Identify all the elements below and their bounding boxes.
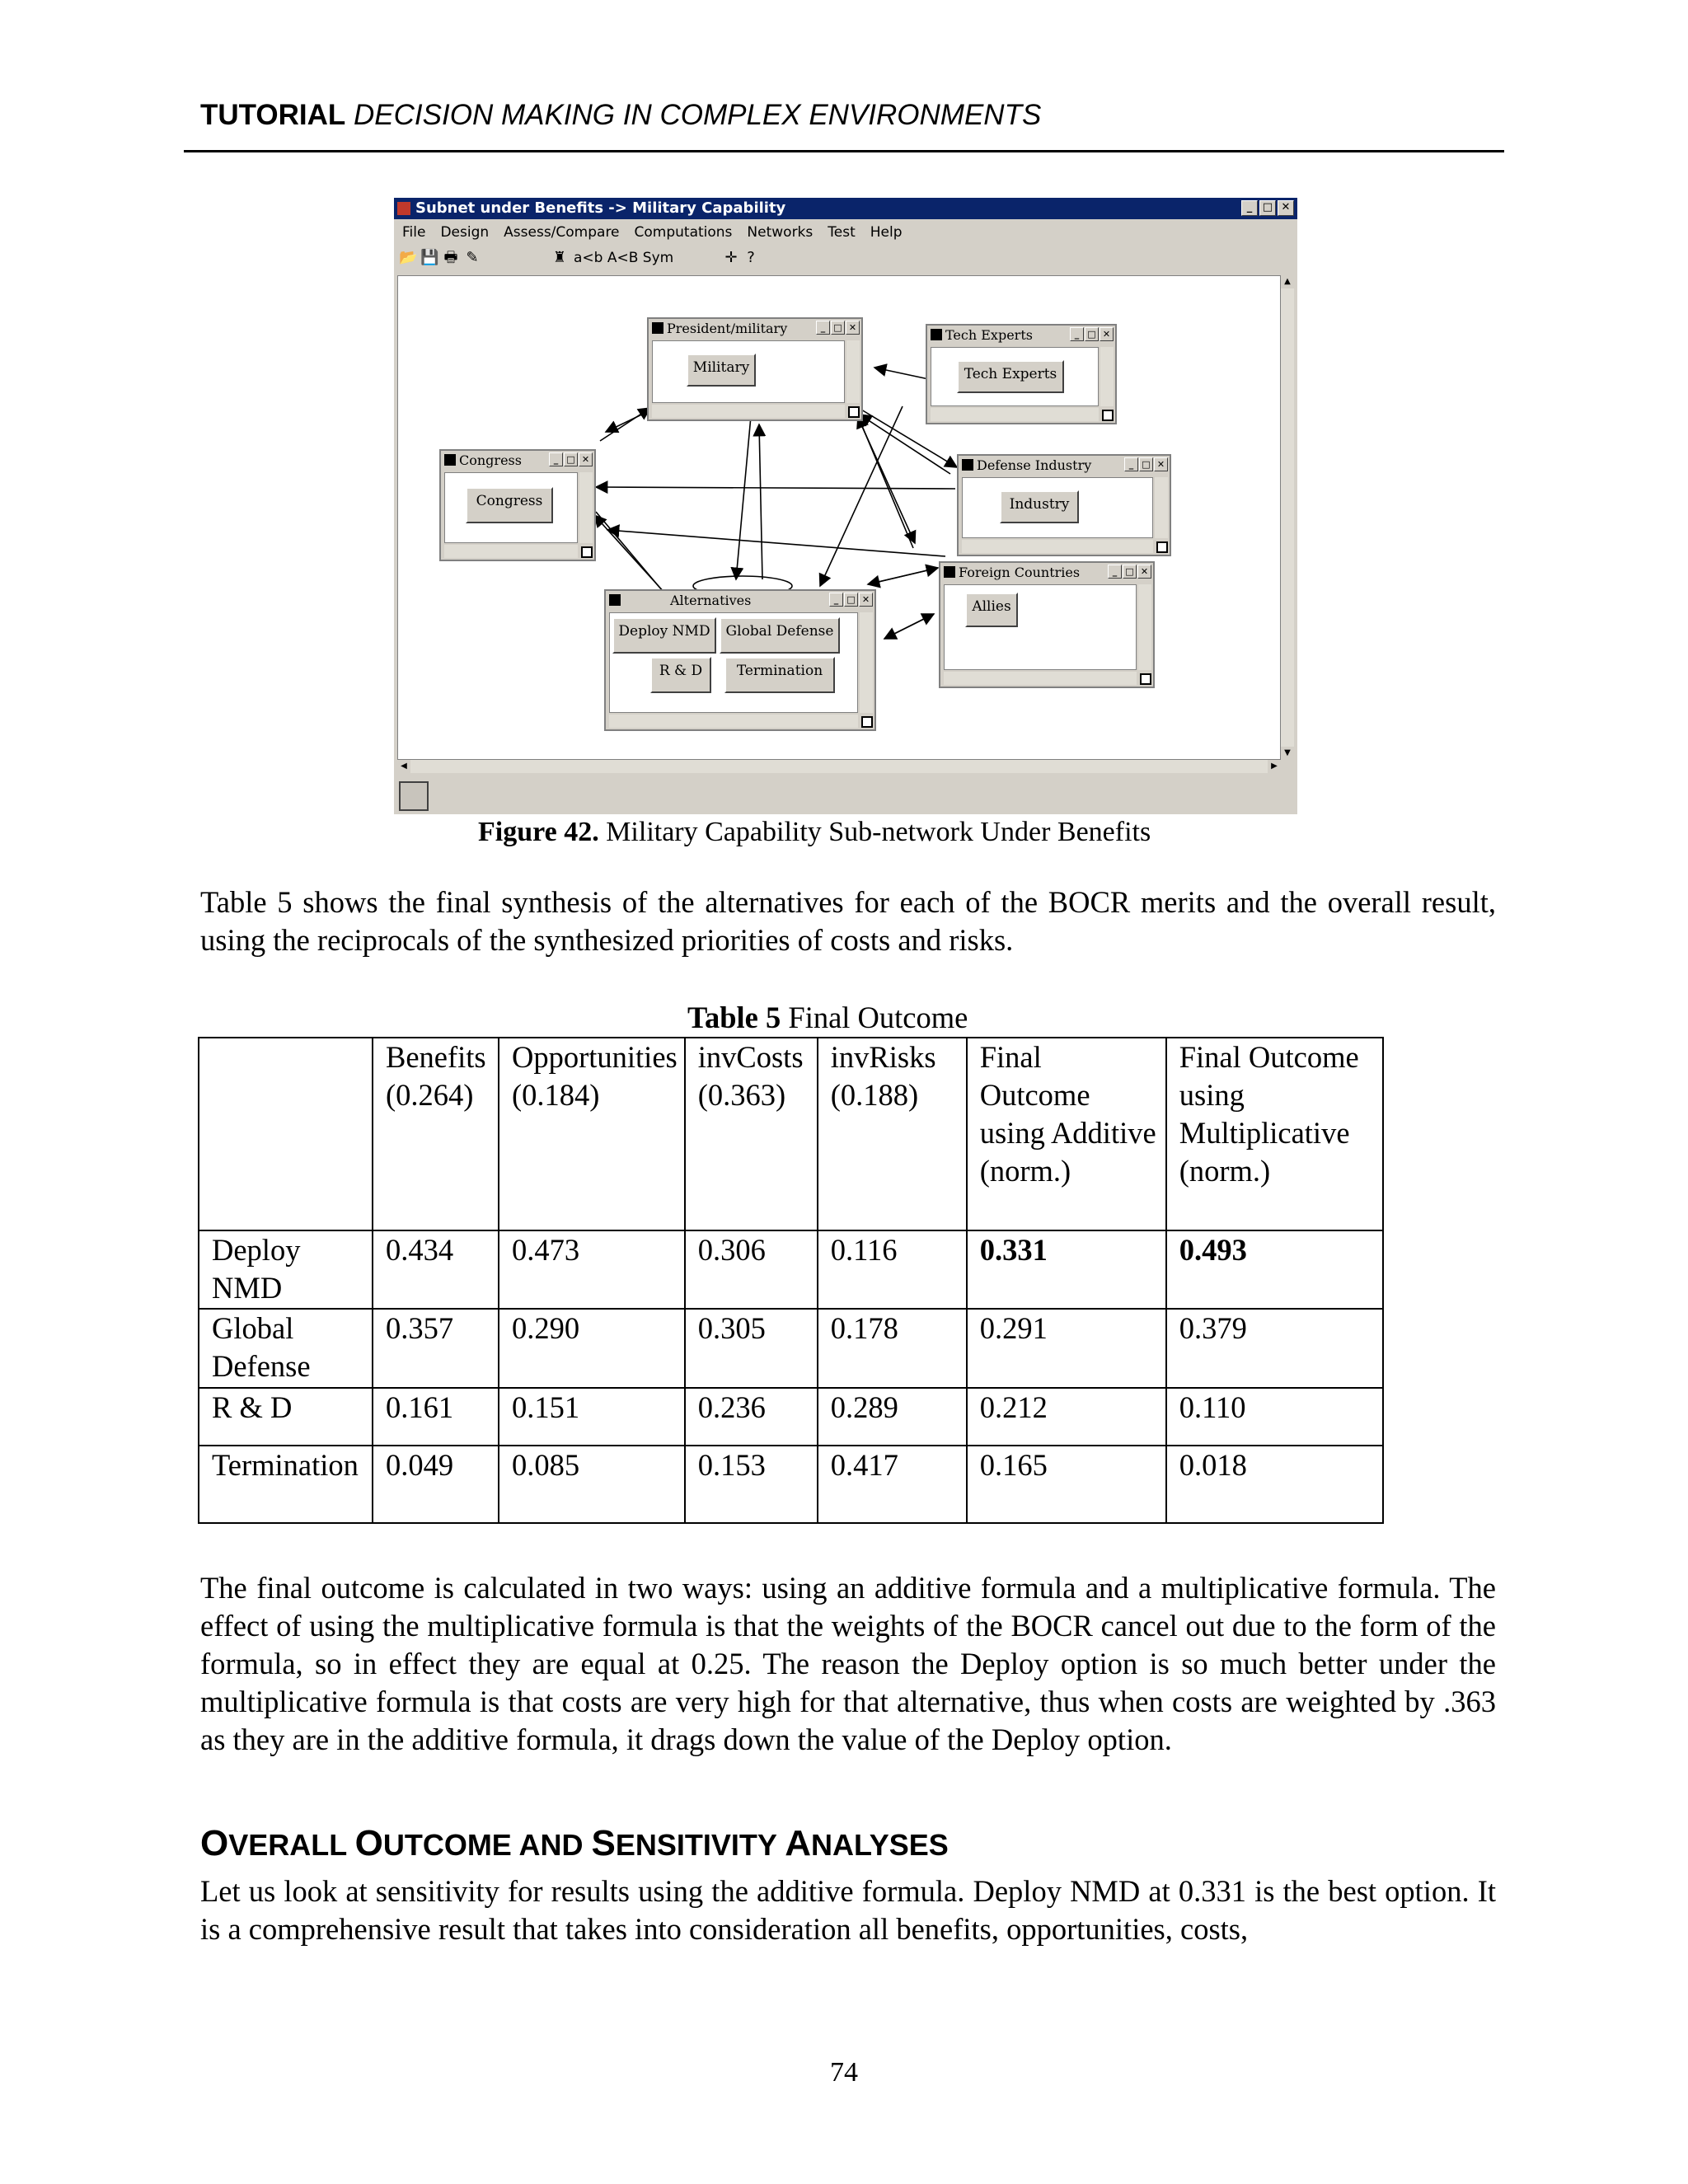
status-indicator xyxy=(399,781,429,811)
maximize-icon[interactable]: □ xyxy=(844,593,858,607)
table-caption xyxy=(687,999,968,1037)
horizontal-scrollbar[interactable] xyxy=(397,760,1281,773)
figure-caption-text: Military Capability Sub-network Under Benefits xyxy=(606,817,1151,847)
cluster-title: Tech Experts xyxy=(945,327,1033,343)
table-header-cell xyxy=(199,1038,373,1230)
cluster-title: Defense Industry xyxy=(977,457,1092,473)
heading-rest: UTCOME AND xyxy=(382,1828,592,1862)
paragraph-table-intro: Table 5 shows the final synthesis of the alternatives for each of the BOCR merits and the overall result, using the reciprocals of the synthesized priorities of costs and risks. xyxy=(200,885,1496,957)
window-title: Subnet under Benefits -> Military Capability xyxy=(415,199,786,217)
network-canvas xyxy=(397,275,1281,760)
table-header-cell: Benefits (0.264) xyxy=(373,1038,499,1230)
tool-bar xyxy=(394,246,1297,270)
cluster-tech-experts[interactable] xyxy=(926,324,1117,424)
scroll-right-icon[interactable]: ▶ xyxy=(1268,760,1281,773)
save-icon[interactable]: 💾 xyxy=(420,249,439,266)
node-military[interactable]: Military xyxy=(687,354,756,387)
table-cell: 0.151 xyxy=(499,1388,685,1446)
final-outcome-table xyxy=(198,1037,1384,1524)
minimize-icon[interactable]: _ xyxy=(816,321,830,335)
scroll-left-icon[interactable]: ◀ xyxy=(397,760,410,773)
close-icon[interactable]: ✕ xyxy=(1100,327,1114,341)
table-cell: 0.212 xyxy=(967,1388,1166,1446)
close-icon[interactable]: ✕ xyxy=(846,321,860,335)
cluster-alternatives[interactable] xyxy=(604,589,876,731)
cluster-title: Congress xyxy=(459,452,522,468)
running-header-label: TUTORIAL xyxy=(200,99,346,131)
figure-number: Figure 42. xyxy=(478,817,599,847)
maximize-icon[interactable]: □ xyxy=(1085,327,1099,341)
table-cell: 0.290 xyxy=(499,1309,685,1388)
vertical-scrollbar[interactable] xyxy=(1281,275,1294,760)
minimize-icon[interactable]: _ xyxy=(1108,565,1122,579)
running-header xyxy=(200,97,1503,134)
heading-rest: NALYSES xyxy=(811,1828,949,1862)
table-header-cell: invRisks (0.188) xyxy=(818,1038,967,1230)
table-cell: Deploy NMD xyxy=(199,1230,373,1309)
table-cell: 0.165 xyxy=(967,1446,1166,1523)
table-header-cell: Final Outcome using Multiplicative (norm.) xyxy=(1166,1038,1383,1230)
window-title-bar xyxy=(394,198,1297,219)
print-icon[interactable]: 🖶 xyxy=(443,249,458,266)
minimize-icon[interactable]: _ xyxy=(1241,200,1258,216)
table-cell: R & D xyxy=(199,1388,373,1446)
table-header-cell: Final Outcome using Additive (norm.) xyxy=(967,1038,1166,1230)
pencil-icon[interactable]: ✎ xyxy=(466,249,479,266)
table-cell: 0.417 xyxy=(818,1446,967,1523)
heading-initial: A xyxy=(785,1823,812,1863)
minimize-icon[interactable]: _ xyxy=(1070,327,1084,341)
minimize-icon[interactable]: _ xyxy=(549,452,563,466)
table-cell: 0.289 xyxy=(818,1388,967,1446)
table-row xyxy=(199,1446,1383,1523)
comparison-modes[interactable]: a<b A<B Sym xyxy=(574,250,674,266)
cluster-menu-icon[interactable] xyxy=(444,454,456,466)
open-folder-icon[interactable]: 📂 xyxy=(399,249,418,266)
close-icon[interactable]: ✕ xyxy=(1278,200,1294,216)
maximize-icon[interactable]: □ xyxy=(1259,200,1276,216)
page-number: 74 xyxy=(830,2057,858,2088)
close-icon[interactable]: ✕ xyxy=(579,452,593,466)
minimize-icon[interactable]: _ xyxy=(1124,457,1138,471)
cursor-icon[interactable]: ✛ xyxy=(724,249,738,266)
close-icon[interactable]: ✕ xyxy=(1154,457,1168,471)
table-cell: 0.305 xyxy=(685,1309,818,1388)
node-global-defense[interactable]: Global Defense xyxy=(720,617,840,654)
cluster-title: President/military xyxy=(667,321,788,336)
node-congress[interactable]: Congress xyxy=(466,487,553,523)
table-cell: 0.379 xyxy=(1166,1309,1383,1388)
scroll-up-icon[interactable]: ▲ xyxy=(1281,275,1294,288)
heading-rest: ENSITIVITY xyxy=(615,1828,785,1862)
table-cell: 0.018 xyxy=(1166,1446,1383,1523)
scroll-down-icon[interactable]: ▼ xyxy=(1281,747,1294,760)
cluster-menu-icon[interactable] xyxy=(652,322,663,334)
app-icon xyxy=(397,202,410,215)
table-header-row xyxy=(199,1038,1383,1230)
table-header-cell: invCosts (0.363) xyxy=(685,1038,818,1230)
table-cell: 0.473 xyxy=(499,1230,685,1309)
header-rule xyxy=(184,150,1504,152)
help-icon[interactable]: ? xyxy=(747,249,755,266)
heading-initial: O xyxy=(200,1823,229,1863)
close-icon[interactable]: ✕ xyxy=(859,593,873,607)
node-r-and-d[interactable]: R & D xyxy=(650,657,711,693)
maximize-icon[interactable]: □ xyxy=(564,452,578,466)
menu-networks[interactable]: Networks xyxy=(747,224,814,241)
table-number: Table 5 xyxy=(687,1001,781,1034)
table-cell: 0.291 xyxy=(967,1309,1166,1388)
node-industry[interactable]: Industry xyxy=(1000,490,1079,523)
table-cell: 0.116 xyxy=(818,1230,967,1309)
cluster-menu-icon[interactable] xyxy=(931,329,942,340)
cluster-title: Foreign Countries xyxy=(959,565,1081,580)
heading-rest: VERALL xyxy=(228,1828,355,1862)
menu-design[interactable]: Design xyxy=(440,224,490,241)
section-heading xyxy=(200,1823,949,1866)
table-cell: 0.306 xyxy=(685,1230,818,1309)
table-cell: 0.357 xyxy=(373,1309,499,1388)
cluster-menu-icon[interactable] xyxy=(609,594,621,606)
node-termination[interactable]: Termination xyxy=(724,657,835,693)
cluster-menu-icon[interactable] xyxy=(944,566,955,578)
table-cell: Global Defense xyxy=(199,1309,373,1388)
table-cell: 0.110 xyxy=(1166,1388,1383,1446)
menu-file[interactable]: File xyxy=(402,224,426,241)
table-cell: 0.434 xyxy=(373,1230,499,1309)
table-row xyxy=(199,1388,1383,1446)
node-allies[interactable]: Allies xyxy=(965,593,1018,627)
running-header-title: DECISION MAKING IN COMPLEX ENVIRONMENTS xyxy=(354,99,1042,131)
close-icon[interactable]: ✕ xyxy=(1137,565,1151,579)
figure-caption xyxy=(478,814,1220,851)
network-window-screenshot xyxy=(394,198,1297,814)
cluster-title: Alternatives xyxy=(670,593,752,608)
table-row xyxy=(199,1309,1383,1388)
table-cell: 0.153 xyxy=(685,1446,818,1523)
menu-help[interactable]: Help xyxy=(870,224,903,241)
cluster-congress[interactable] xyxy=(439,449,596,561)
table-cell: 0.331 xyxy=(967,1230,1166,1309)
minimize-icon[interactable]: _ xyxy=(829,593,843,607)
heading-initial: O xyxy=(354,1823,383,1863)
paragraph-sensitivity: Let us look at sensitivity for results using the additive formula. Deploy NMD at 0.331 is the best option. It is a comprehensive result that takes into consideration all benefits, opportunities, costs, xyxy=(200,1874,1496,1946)
cluster-foreign-countries[interactable] xyxy=(939,561,1155,688)
compare-icon[interactable]: ♜ xyxy=(552,249,567,266)
node-deploy-nmd[interactable]: Deploy NMD xyxy=(612,617,716,654)
table-cell: 0.161 xyxy=(373,1388,499,1446)
heading-initial: S xyxy=(591,1823,616,1863)
node-tech-experts[interactable]: Tech Experts xyxy=(957,360,1064,393)
maximize-icon[interactable]: □ xyxy=(831,321,845,335)
menu-assess-compare[interactable]: Assess/Compare xyxy=(504,224,620,241)
maximize-icon[interactable]: □ xyxy=(1139,457,1153,471)
table-cell: 0.178 xyxy=(818,1309,967,1388)
paragraph-outcome-explanation: The final outcome is calculated in two ways: using an additive formula and a multiplicative formula. The effect of using the multiplicative formula is that the weights of the BOCR cancel out due to the form of the formula, so in effect they are equal at 0.25. The reason the Deploy option is so much better under the multiplicative formula is that costs are very high for that alternative, thus when costs are weighted by .363 as they are in the additive formula, it drags down the value of the Deploy option. xyxy=(200,1571,1496,1756)
cluster-defense-industry[interactable] xyxy=(957,454,1171,556)
cluster-menu-icon[interactable] xyxy=(962,459,973,471)
table-cell: 0.236 xyxy=(685,1388,818,1446)
menu-bar xyxy=(394,221,1297,244)
status-bar xyxy=(394,776,1297,814)
menu-computations[interactable]: Computations xyxy=(634,224,733,241)
cluster-president-military[interactable] xyxy=(647,317,863,421)
table-cell: 0.085 xyxy=(499,1446,685,1523)
menu-test[interactable]: Test xyxy=(828,224,856,241)
table-row xyxy=(199,1230,1383,1309)
maximize-icon[interactable]: □ xyxy=(1123,565,1137,579)
table-cell: 0.493 xyxy=(1166,1230,1383,1309)
table-caption-text: Final Outcome xyxy=(788,1001,968,1034)
table-cell: Termination xyxy=(199,1446,373,1523)
table-header-cell: Opportunities (0.184) xyxy=(499,1038,685,1230)
table-cell: 0.049 xyxy=(373,1446,499,1523)
